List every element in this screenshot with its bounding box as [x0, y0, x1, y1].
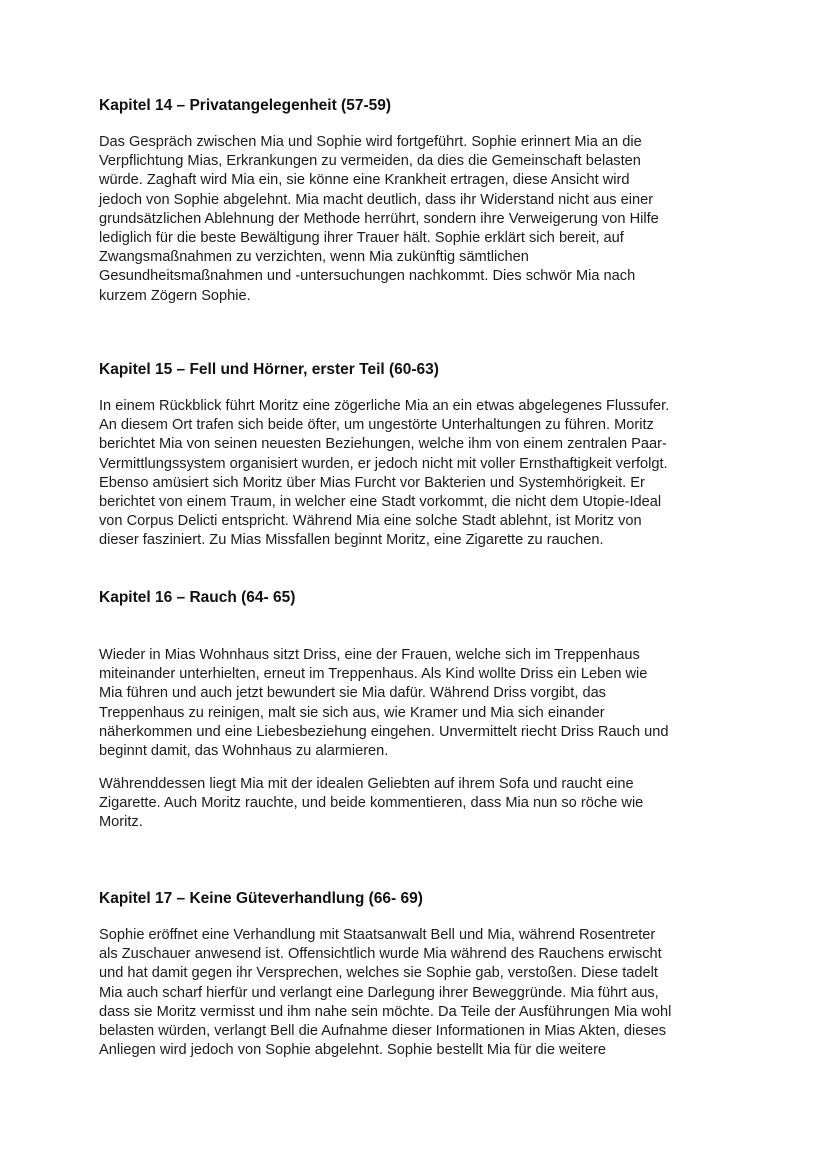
text-line: Vermittlungssystem organisiert wurden, er jedoch nicht mit voller Ernsthaftigkeit verfolgt.: [99, 455, 668, 472]
text-line: näherkommen und eine Liebesbeziehung eingehen. Unvermittelt riecht Driss Rauch und: [99, 723, 669, 740]
text-line: lediglich für die beste Bewältigung ihrer Trauer hält. Sophie erklärt sich bereit, auf: [99, 230, 624, 247]
text-line: miteinander unterhielten, erneut im Treppenhaus. Als Kind wollte Driss ein Leben wie: [99, 666, 648, 683]
chapter-17-paragraph: [99, 926, 671, 1060]
text-line: In einem Rückblick führt Moritz eine zögerliche Mia an ein etwas abgelegenes Flussufer.: [99, 398, 670, 414]
text-line: Anliegen wird jedoch von Sophie abgelehnt. Sophie bestellt Mia für die weitere: [99, 1042, 607, 1059]
text-line: jedoch von Sophie abgelehnt. Mia macht deutlich, dass ihr Widerstand nicht aus einer: [99, 191, 654, 208]
text-line: dass sie Moritz vermisst und ihm nahe sein möchte. Da Teile der Ausführungen Mia wohl: [99, 1003, 672, 1020]
text-line: Mia führen und auch jetzt bewundert sie Mia dafür. Während Driss vorgibt, das: [99, 685, 606, 702]
text-line: von Corpus Delicti entspricht. Während Mia eine solche Stadt ablehnt, ist Moritz von: [99, 513, 642, 530]
text-line: An diesem Ort trafen sich beide öfter, um ungestörte Unterhaltungen zu führen. Moritz: [99, 417, 654, 434]
text-line: Verpflichtung Mias, Erkrankungen zu vermeiden, da dies die Gemeinschaft belasten: [99, 153, 641, 170]
chapter-16-paragraph-2: [99, 775, 643, 833]
text-line: berichtet Mia von seinen neuesten Beziehungen, welche ihm von einem zentralen Paar-: [99, 436, 667, 453]
text-line: Zigarette. Auch Moritz rauchte, und beide kommentieren, dass Mia nun so röche wie: [99, 795, 644, 812]
text-line: berichtet von einem Traum, in welcher eine Stadt vorkommt, die nicht dem Utopie-Ideal: [99, 494, 662, 511]
text-line: Währenddessen liegt Mia mit der idealen Geliebten auf ihrem Sofa und raucht eine: [99, 776, 634, 792]
text-line: Zwangsmaßnahmen zu verzichten, wenn Mia zukünftig sämtlichen: [99, 249, 529, 266]
text-line: Ebenso amüsiert sich Moritz über Mias Furcht vor Bakterien und Systemhörigkeit. Er: [99, 474, 645, 491]
chapter-15-heading: Kapitel 15 – Fell und Hörner, erster Teil (60-63): [99, 361, 439, 378]
text-line: Treppenhaus zu reinigen, malt sie sich aus, wie Kramer und Mia sich einander: [99, 704, 605, 721]
text-line: kurzem Zögern Sophie.: [99, 287, 251, 304]
text-line: Gesundheitsmaßnahmen und -untersuchungen nachkommt. Dies schwör Mia nach: [99, 268, 636, 285]
text-line: und hat damit gegen ihr Versprechen, welches sie Sophie gab, verstoßen. Diese tadelt: [99, 965, 658, 982]
text-line: Mia auch scharf hierfür und verlangt eine Darlegung ihrer Beweggründe. Mia führt aus,: [99, 984, 659, 1001]
chapter-17-heading: Kapitel 17 – Keine Güteverhandlung (66- 69): [99, 890, 423, 907]
chapter-15-paragraph: [99, 397, 669, 551]
chapter-14-heading: Kapitel 14 – Privatangelegenheit (57-59): [99, 97, 392, 114]
text-line: als Zuschauer anwesend ist. Offensichtlich wurde Mia während des Rauchens erwischt: [99, 946, 662, 963]
chapter-16-paragraph-1: [99, 646, 669, 761]
text-line: Das Gespräch zwischen Mia und Sophie wird fortgeführt. Sophie erinnert Mia an die: [99, 134, 642, 150]
text-line: beginnt damit, das Wohnhaus zu alarmieren.: [99, 743, 389, 760]
text-line: Sophie eröffnet eine Verhandlung mit Staatsanwalt Bell und Mia, während Rosentreter: [99, 927, 656, 943]
text-line: dieser fasziniert. Zu Mias Missfallen beginnt Moritz, eine Zigarette zu rauchen.: [99, 532, 604, 549]
text-line: Wieder in Mias Wohnhaus sitzt Driss, eine der Frauen, welche sich im Treppenhaus: [99, 647, 640, 663]
chapter-14-paragraph: [99, 133, 659, 306]
chapter-16-heading: Kapitel 16 – Rauch (64- 65): [99, 589, 296, 606]
text-line: grundsätzlichen Ablehnung der Methode herrührt, sondern ihre Verweigerung von Hilfe: [99, 210, 659, 227]
text-line: Moritz.: [99, 814, 143, 831]
text-line: würde. Zaghaft wird Mia ein, sie könne eine Krankheit ertragen, diese Ansicht wird: [99, 172, 630, 189]
text-line: belasten würden, verlangt Bell die Aufnahme dieser Informationen in Mias Akten, dieses: [99, 1023, 667, 1040]
